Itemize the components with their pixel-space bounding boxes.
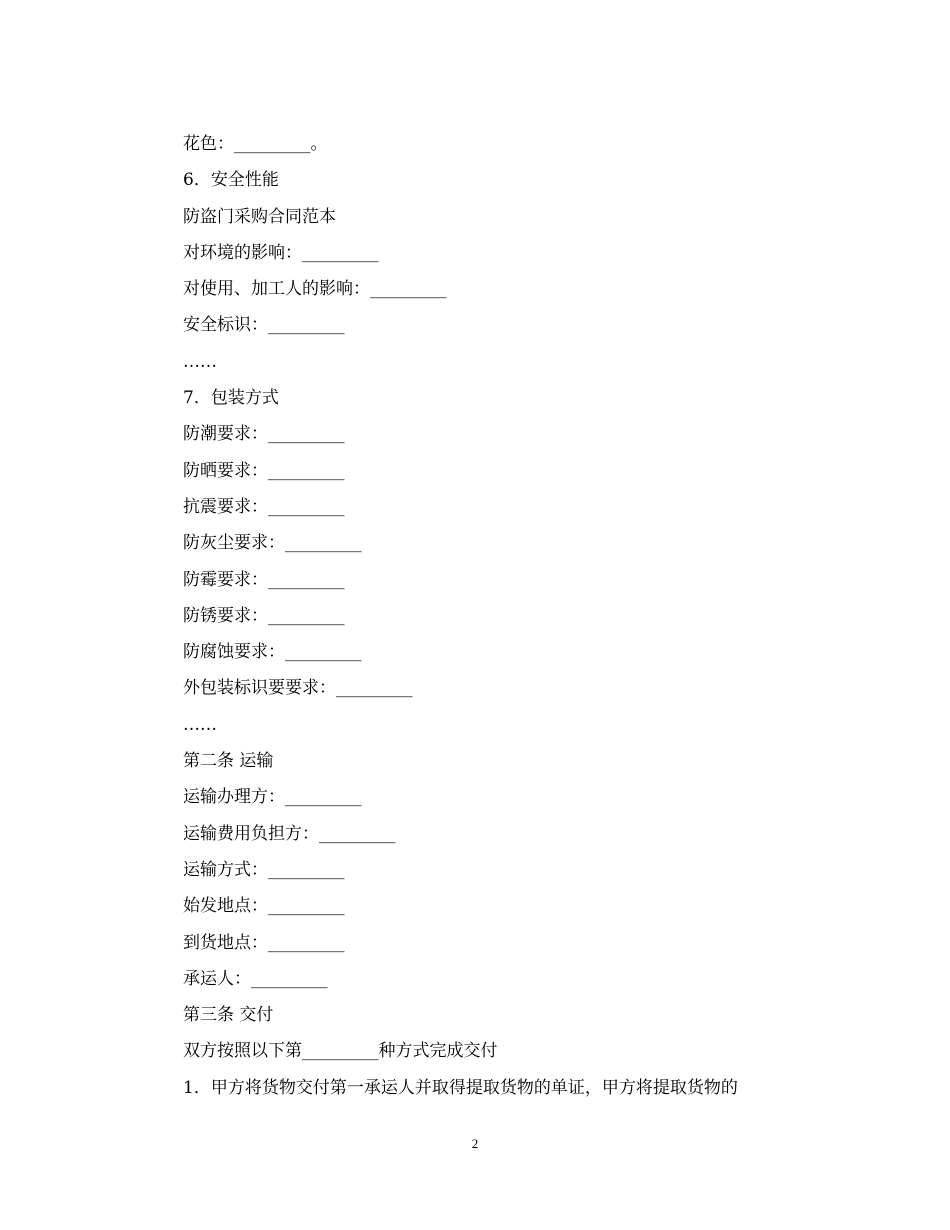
text-line: 1．甲方将货物交付第一承运人并取得提取货物的单证，甲方将提取货物的 [183, 1077, 738, 1098]
section-heading: 6．安全性能 [183, 170, 279, 191]
article-heading: 第二条 运输 [183, 751, 274, 772]
section-heading: 7．包装方式 [183, 388, 279, 409]
text-line: 防盗门采购合同范本 [183, 206, 336, 227]
text-line: 运输办理方：_________ [183, 787, 362, 808]
text-line: 到货地点：_________ [183, 932, 345, 953]
text-line: 防晒要求：_________ [183, 460, 345, 481]
text-line: 防潮要求：_________ [183, 424, 345, 445]
text-line: 防霉要求：_________ [183, 569, 345, 590]
text-line: 对使用、加工人的影响：_________ [183, 279, 447, 300]
text-line: 防锈要求：_________ [183, 605, 345, 626]
text-line: 外包装标识要要求：_________ [183, 678, 413, 699]
text-line: 花色：_________。 [183, 134, 328, 154]
document-body [183, 130, 823, 1110]
text-line: 始发地点：_________ [183, 896, 345, 917]
text-line: 运输费用负担方：_________ [183, 823, 396, 844]
text-line: 承运人：_________ [183, 968, 328, 989]
text-line: 对环境的影响：_________ [183, 242, 379, 263]
ellipsis-line: …… [183, 714, 217, 735]
text-line: 双方按照以下第_________种方式完成交付 [183, 1041, 498, 1062]
text-line: 运输方式：_________ [183, 859, 345, 880]
ellipsis-line: …… [183, 351, 217, 372]
page-number: 2 [471, 1136, 479, 1151]
text-line: 防腐蚀要求：_________ [183, 642, 362, 663]
text-line: 防灰尘要求：_________ [183, 533, 362, 554]
text-line: 抗震要求：_________ [183, 496, 345, 517]
article-heading: 第三条 交付 [183, 1005, 274, 1026]
text-line: 安全标识：_________ [183, 315, 345, 336]
